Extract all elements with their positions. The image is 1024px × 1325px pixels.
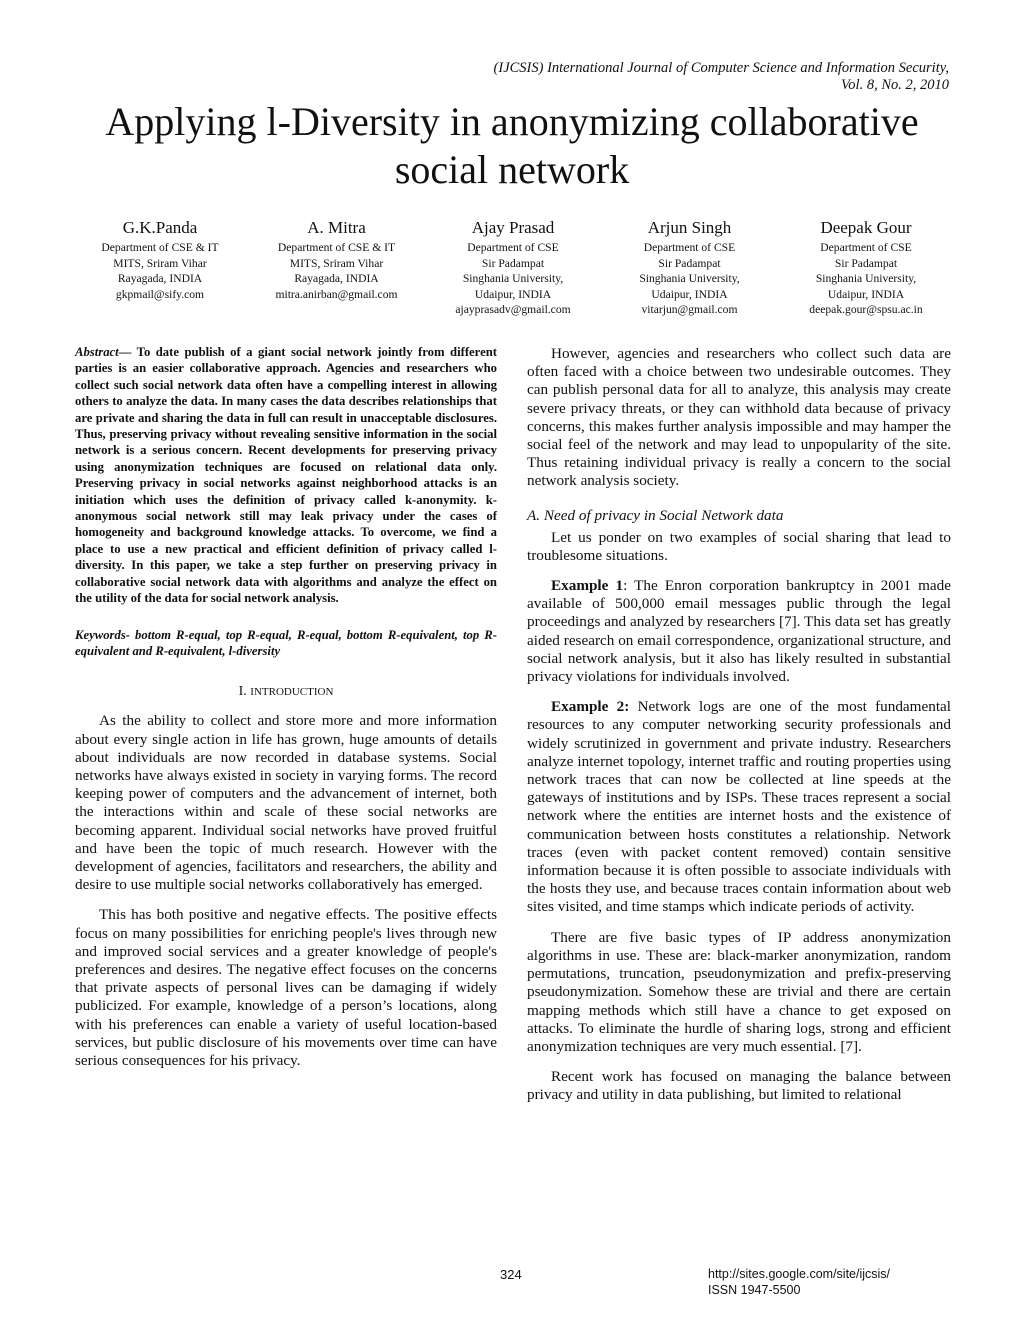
author-name: Arjun Singh <box>647 218 732 237</box>
author-location: Rayagada, INDIA <box>117 272 203 285</box>
author-department: Department of CSE <box>643 241 736 254</box>
author-city: Udaipur, INDIA <box>474 287 552 301</box>
keywords: Keywords- bottom R-equal, top R-equal, R-equal, bottom R-equivalent, top R-equivalent and R-equivalent, l-diversity <box>75 627 497 658</box>
section-heading-introduction <box>75 684 497 700</box>
title-line-2: social network <box>394 147 630 192</box>
author-block <box>427 217 599 318</box>
paragraph: As the ability to collect and store more and more information about every single action in life has grown, huge amounts of details about individuals are now recorded in database systems. Social networks have always existed in society in varying forms. The record keeping power of computers and the advancement of internet, both the interactions within and scale of these social networks are becoming apparent. Individual social networks have proved fruitful and have been the topic of much research. However with the development of agencies, facilitators and researchers, the ability and desire to use multiple social networks collaboratively has emerged. <box>75 712 497 894</box>
journal-name: (IJCSIS) International Journal of Computer Science and Information Security, <box>493 60 949 76</box>
title-line-1: Applying l-Diversity in anonymizing collaborative <box>105 99 919 144</box>
author-location: Singhania University, <box>639 272 740 285</box>
author-email: ajayprasadv@gmail.com <box>455 303 571 316</box>
author-email: gkpmail@sify.com <box>115 287 205 301</box>
author-department: Department of CSE & IT <box>277 241 396 254</box>
paragraph: Recent work has focused on managing the balance between privacy and utility in data publishing, but limited to relational <box>527 1068 951 1104</box>
author-department: Department of CSE & IT <box>101 241 219 254</box>
author-institution: Sir Padampat <box>481 256 545 270</box>
paper-title <box>60 98 964 194</box>
journal-header <box>389 60 949 94</box>
paragraph: There are five basic types of IP address anonymization algorithms in use. These are: black-marker anonymization, random permutations, truncation, pseudonymization and prefix-preserving pseudonymization. Somehow these are trivial and there are certain mapping methods which still have a chance to get exposed on attacks. To eliminate the hurdle of sharing logs, strong and efficient anonymization techniques are very much essential. [7]. <box>527 928 951 1055</box>
author-name: Ajay Prasad <box>471 218 555 237</box>
author-block <box>74 217 246 318</box>
author-name: A. Mitra <box>307 218 366 237</box>
footer-info <box>708 1266 890 1298</box>
footer-url: http://sites.google.com/site/ijcsis/ <box>708 1267 891 1281</box>
right-column <box>527 345 951 1117</box>
author-institution: Sir Padampat <box>658 256 721 270</box>
left-column <box>75 344 497 1082</box>
author-email: vitarjun@gmail.com <box>641 303 738 316</box>
footer-issn: ISSN 1947-5500 <box>708 1283 801 1297</box>
author-block <box>604 217 776 318</box>
example-text: Network logs are one of the most fundamental resources to any computer networking security professionals and widely scrutinized in government and private industry. Researchers analyze internet topology, internet traffic and routing properties using network traces that can now be collected at line speeds at the gateways of institutions and by ISPs. These traces represent a social network where the entities are internet hosts and the existence of communication between hosts constitutes a relationship. Network traces (even with packet content removed) contain sensitive information because it is often possible to associate individuals with the hosts they use, and because traces contain information about web sites visited, and time stamps which indicate periods of activity. <box>527 698 951 916</box>
author-email: mitra.anirban@gmail.com <box>275 287 398 301</box>
author-city: Udaipur, INDIA <box>827 287 905 301</box>
author-list <box>74 217 952 318</box>
author-institution: MITS, Sriram Vihar <box>113 256 207 270</box>
abstract-label: Abstract— <box>75 345 132 359</box>
author-block <box>780 217 952 318</box>
paragraph: Let us ponder on two examples of social sharing that lead to troublesome situations. <box>527 528 951 564</box>
paragraph-example-1 <box>527 577 951 686</box>
journal-volume: Vol. 8, No. 2, 2010 <box>841 77 949 93</box>
paragraph: This has both positive and negative effects. The positive effects focus on many possibilities for enriching people's lives through new and improved social services and a greater knowledge of people's preferences and desires. The negative effect focuses on the concerns that private aspects of personal lives can be damaging if widely publicized. For example, knowledge of a person’s locations, along with his preferences can enable a variety of useful location-based services, but public disclosure of his movements over time can have serious consequences for his privacy. <box>75 906 497 1069</box>
author-institution: Sir Padampat <box>834 256 898 270</box>
example-label: Example 1 <box>551 577 624 595</box>
abstract <box>75 344 497 607</box>
author-department: Department of CSE <box>467 241 559 254</box>
subsection-heading: A. Need of privacy in Social Network data <box>527 506 784 524</box>
author-block <box>251 217 423 318</box>
example-text: : The Enron corporation bankruptcy in 2001 made available of 500,000 email messages public through the legal proceedings and analyzed by researchers [7]. This data set has greatly aided research on email correspondence, organizational structure, and social network analysis, but it also has likely resulted in substantial privacy violations for individuals involved. <box>527 577 951 686</box>
page-number: 324 <box>500 1267 522 1282</box>
section-title: INTRODUCTION <box>250 686 334 699</box>
paragraph: However, agencies and researchers who collect such data are often faced with a choice between two undesirable outcomes. They can publish personal data for all to analyze, this analysis may create severe privacy threats, or they can withhold data because of privacy concerns, this makes further analysis impossible and may hamper the social feel of the network and may lead to unpopularity of the site. Thus retaining individual privacy is really a concern to the social network analysis society. <box>527 345 951 490</box>
author-institution: MITS, Sriram Vihar <box>289 256 384 270</box>
section-number: I. <box>238 684 251 700</box>
author-location: Singhania University, <box>815 272 917 285</box>
example-label: Example 2: <box>551 698 630 716</box>
author-location: Rayagada, INDIA <box>294 272 379 285</box>
abstract-text: To date publish of a giant social network jointly from different parties is an easier collaborative approach. Agencies and researchers who collect such social network data often have a compelling interest in allowing others to analyze the data. In many cases the data describes relationships that are private and sharing the data in full can result in unacceptable disclosures. Thus, preserving privacy without revealing sensitive information in the social network is a serious concern. Recent developments for preserving privacy using anonymization techniques are focused on relational data only. Preserving privacy in social networks against neighborhood attacks is an initiation which uses the definition of privacy called k-anonymity. k-anonymous social network still may leak privacy under the cases of homogeneity and background knowledge attacks. To overcome, we find a place to use a new practical and efficient definition of privacy called l-diversity. In this paper, we take a step further on preserving privacy in collaborative social network data with algorithms and analyze the effect on the utility of the data for social network analysis. <box>75 345 497 606</box>
author-email: deepak.gour@spsu.ac.in <box>809 303 923 316</box>
author-department: Department of CSE <box>820 241 912 254</box>
author-city: Udaipur, INDIA <box>651 287 728 301</box>
author-location: Singhania University, <box>462 272 564 285</box>
paragraph-example-2 <box>527 698 951 916</box>
author-name: Deepak Gour <box>820 218 912 237</box>
author-name: G.K.Panda <box>122 218 198 237</box>
